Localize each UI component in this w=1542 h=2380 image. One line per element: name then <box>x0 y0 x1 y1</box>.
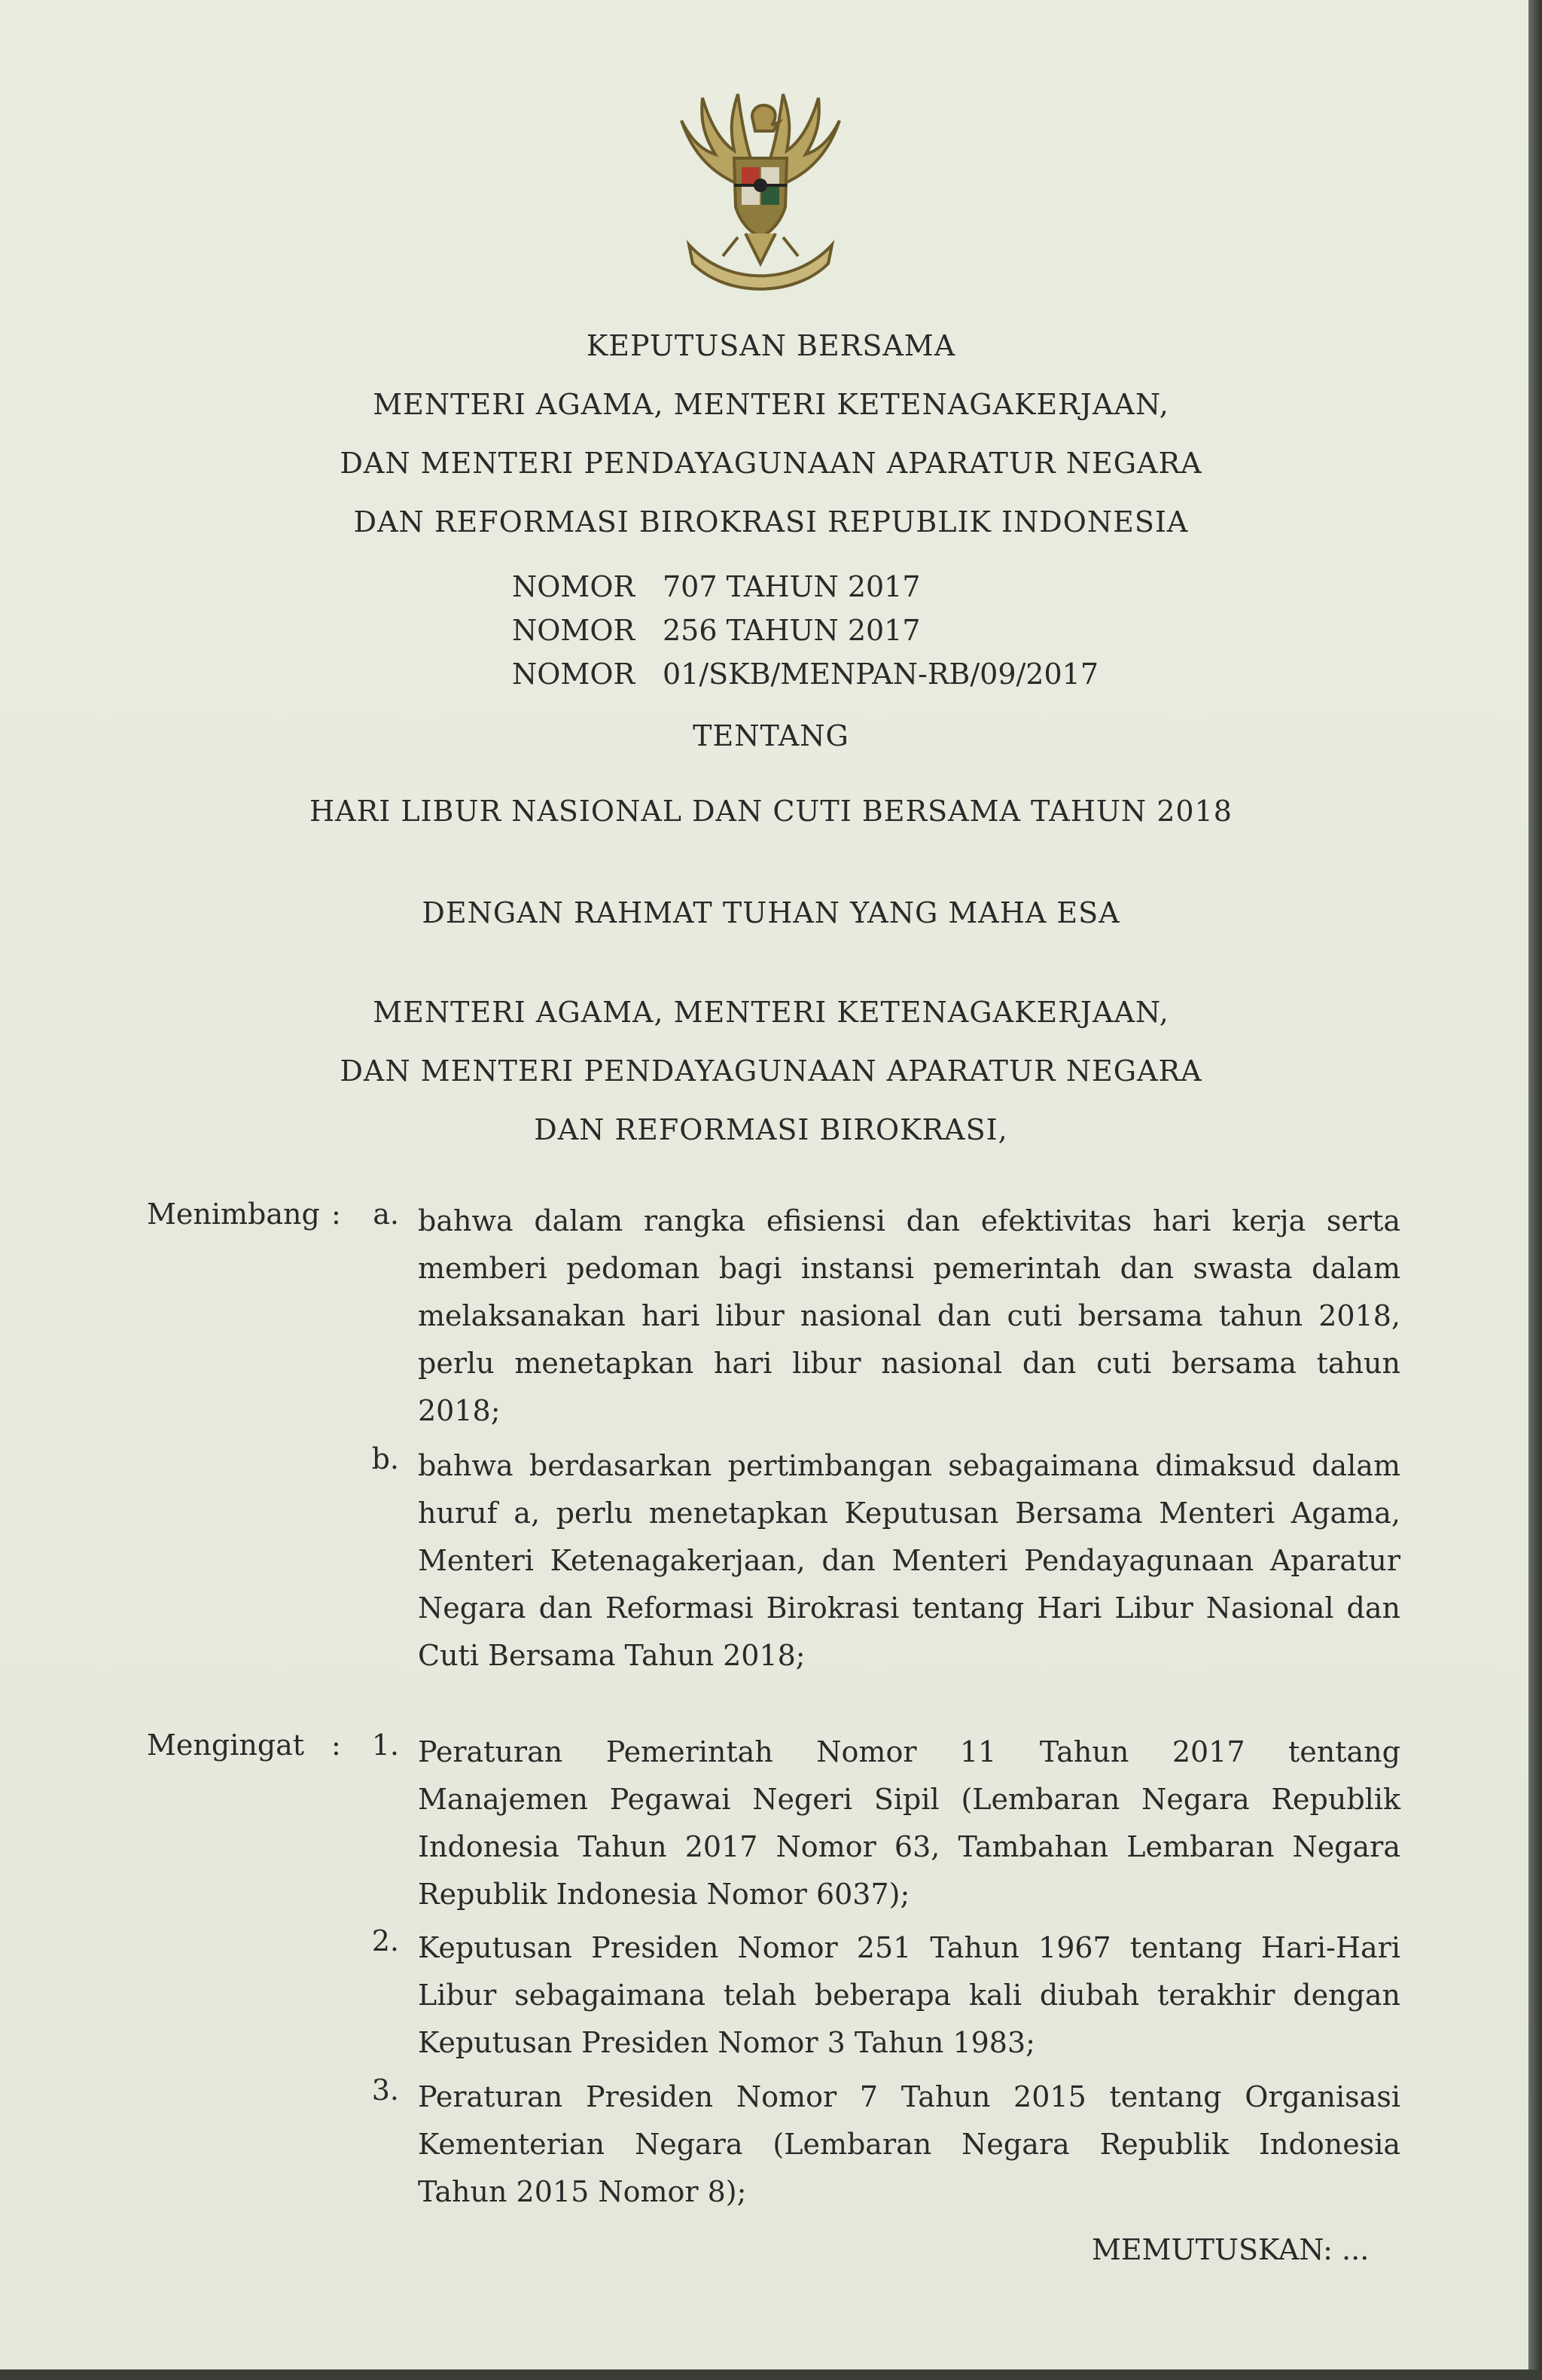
item-marker: 2. <box>371 1924 399 1957</box>
text-line: 2018; <box>418 1394 501 1427</box>
nomor-label: NOMOR <box>512 570 635 603</box>
text-line: Indonesia Tahun 2017 Nomor 63, Tambahan Lembaran Negara <box>418 1830 1400 1863</box>
nomor-row <box>512 609 1099 652</box>
text-line: Manajemen Pegawai Negeri Sipil (Lembaran Negara Republik <box>418 1783 1400 1816</box>
item-text <box>418 1729 1400 1918</box>
decree-numbers <box>512 565 1099 696</box>
section-colon: : <box>331 1729 341 1762</box>
subject-text: HARI LIBUR NASIONAL DAN CUTI BERSAMA TAHUN 2018 <box>309 795 1233 828</box>
text-line: Republik Indonesia Nomor 6037); <box>418 1878 910 1911</box>
text-line: Tahun 2015 Nomor 8); <box>418 2175 747 2208</box>
nomor-row <box>512 652 1099 696</box>
item-marker: a. <box>373 1198 399 1231</box>
tentang-text: TENTANG <box>693 719 849 752</box>
text-line: Kementerian Negara (Lembaran Negara Republik Indonesia <box>418 2128 1400 2161</box>
garuda-emblem-icon <box>659 75 862 294</box>
title-line: DAN REFORMASI BIROKRASI REPUBLIK INDONESIA <box>353 505 1189 539</box>
text-line: Libur sebagaimana telah beberapa kali diubah terakhir dengan <box>418 1979 1400 2012</box>
decree-subject <box>0 795 1542 828</box>
text-line: Negara dan Reformasi Birokrasi tentang Hari Libur Nasional dan <box>418 1591 1400 1625</box>
ministers-line: MENTERI AGAMA, MENTERI KETENAGAKERJAAN, <box>373 996 1169 1029</box>
text-line: melaksanakan hari libur nasional dan cuti bersama tahun 2018, <box>418 1299 1400 1332</box>
continuation-footer: MEMUTUSKAN: ... <box>1092 2233 1370 2266</box>
text-line: Keputusan Presiden Nomor 251 Tahun 1967 tentang Hari-Hari <box>418 1931 1400 1964</box>
title-line: KEPUTUSAN BERSAMA <box>586 329 956 362</box>
nomor-label: NOMOR <box>512 614 635 647</box>
text-line: Menteri Ketenagakerjaan, dan Menteri Pendayagunaan Aparatur <box>418 1544 1400 1577</box>
section-label: Mengingat <box>147 1729 305 1762</box>
text-line: Keputusan Presiden Nomor 3 Tahun 1983; <box>418 2026 1035 2059</box>
section-label: Menimbang <box>147 1198 320 1231</box>
ministers-line: DAN MENTERI PENDAYAGUNAAN APARATUR NEGARA <box>340 1054 1202 1088</box>
invocation-text: DENGAN RAHMAT TUHAN YANG MAHA ESA <box>422 896 1120 929</box>
issuing-ministers <box>0 983 1542 1159</box>
title-line: MENTERI AGAMA, MENTERI KETENAGAKERJAAN, <box>373 388 1169 421</box>
nomor-value: 256 TAHUN 2017 <box>663 614 921 647</box>
item-marker: 1. <box>371 1729 399 1762</box>
decree-title <box>0 316 1542 551</box>
text-line: bahwa berdasarkan pertimbangan sebagaimana dimaksud dalam <box>418 1449 1400 1482</box>
scan-edge-bottom <box>0 2369 1542 2380</box>
ministers-line: DAN REFORMASI BIROKRASI, <box>534 1113 1008 1146</box>
item-marker: 3. <box>371 2073 399 2107</box>
item-marker: b. <box>371 1442 399 1475</box>
item-text <box>418 2073 1400 2216</box>
section-colon: : <box>331 1198 341 1231</box>
nomor-label: NOMOR <box>512 658 635 691</box>
text-line: Peraturan Pemerintah Nomor 11 Tahun 2017 tentang <box>418 1735 1400 1768</box>
nomor-value: 707 TAHUN 2017 <box>663 570 921 603</box>
text-line: Cuti Bersama Tahun 2018; <box>418 1639 806 1672</box>
text-line: perlu menetapkan hari libur nasional dan cuti bersama tahun <box>418 1347 1400 1380</box>
nomor-value: 01/SKB/MENPAN-RB/09/2017 <box>663 658 1099 691</box>
nomor-row <box>512 565 1099 609</box>
invocation <box>0 896 1542 929</box>
item-text <box>418 1442 1400 1680</box>
item-text <box>418 1198 1400 1435</box>
title-line: DAN MENTERI PENDAYAGUNAAN APARATUR NEGARA <box>340 447 1202 480</box>
text-line: Peraturan Presiden Nomor 7 Tahun 2015 tentang Organisasi <box>418 2080 1400 2113</box>
item-text <box>418 1924 1400 2067</box>
tentang-heading <box>0 719 1542 752</box>
text-line: huruf a, perlu menetapkan Keputusan Bersama Menteri Agama, <box>418 1497 1400 1530</box>
text-line: bahwa dalam rangka efisiensi dan efektivitas hari kerja serta <box>418 1204 1400 1237</box>
text-line: memberi pedoman bagi instansi pemerintah dan swasta dalam <box>418 1252 1400 1285</box>
